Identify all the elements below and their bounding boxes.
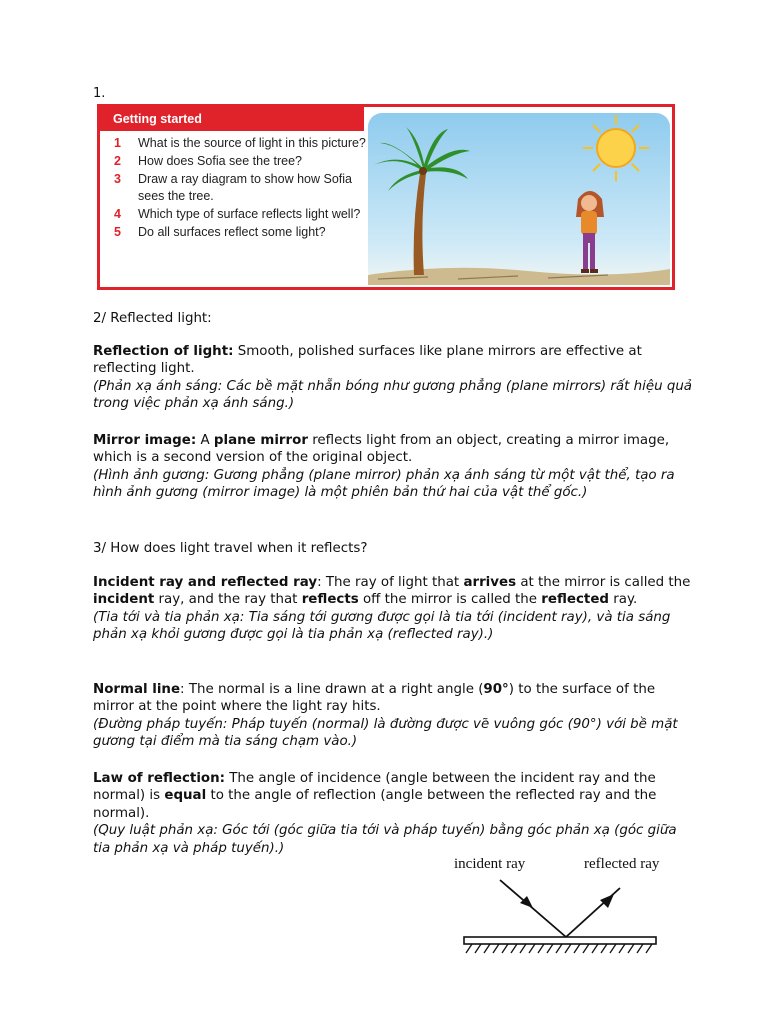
normal-text: : The normal is a line drawn at a right angle ( — [180, 682, 484, 697]
equal-term: equal — [164, 788, 207, 804]
arrives-term: arrives — [463, 575, 517, 590]
section3-heading: 3/ How does light travel when it reflects? — [93, 541, 368, 556]
mirror-image-text: reflects light from an object, creating a mirror image, which is a second version of the original object. — [93, 433, 670, 466]
law-term: Law of reflection: — [93, 771, 225, 786]
law-text: to the angle of reflection (angle between the reflected ray and the normal). — [93, 788, 657, 821]
normal-term: Normal line — [93, 682, 181, 697]
incident-ray-line — [500, 880, 566, 937]
mirror-image-term: Mirror image: — [93, 433, 197, 448]
mirror-image-vi: (Hình ảnh gương: Gương phẳng (plane mirror) phản xạ ánh sáng từ một vật thể, tạo ra hình ảnh gương (mirror image) là một phiên bản thứ hai của vật thể gốc.) — [93, 467, 675, 501]
question-item — [100, 224, 370, 241]
normal-paragraph — [93, 681, 693, 751]
question-item — [100, 206, 370, 223]
section2-heading: 2/ Reflected light: — [93, 311, 212, 326]
incident-text: at the mirror is called the — [516, 575, 691, 590]
question-number: 3 — [114, 172, 121, 186]
reflects-term: reflects — [301, 592, 359, 608]
incident-text: off the mirror is called the — [358, 592, 542, 608]
mirror-hatching — [466, 944, 652, 953]
incident-text: ray, and the ray that — [154, 592, 302, 608]
incident-word: incident — [93, 592, 155, 608]
question-text: How does Sofia see the tree? — [138, 154, 302, 168]
incident-ray-label: incident ray — [454, 856, 526, 872]
question-number: 2 — [114, 154, 121, 168]
normal-vi: (Đường pháp tuyến: Pháp tuyến (normal) là đường được vẽ vuông góc (90°) với bề mặt gương tại điểm mà tia sáng chạm vào.) — [93, 716, 678, 750]
reflected-word: reflected — [541, 592, 609, 608]
reflection-diagram — [448, 850, 678, 960]
incident-paragraph — [93, 574, 693, 644]
sofia-tree-illustration — [368, 113, 670, 285]
incident-vi: (Tia tới và tia phản xạ: Tia sáng tới gương được gọi là tia tới (incident ray), và tia sáng phản xạ khỏi gương được gọi là tia phản xạ (reflected ray).) — [93, 609, 671, 643]
question-text: Do all surfaces reflect some light? — [138, 224, 326, 239]
reflection-term: Reflection of light: — [93, 344, 234, 359]
mirror-surface — [464, 937, 656, 944]
question-item — [100, 153, 370, 170]
reflection-text: Smooth, polished surfaces like plane mirrors are effective at reflecting light. — [93, 344, 642, 377]
reflected-arrow-icon — [600, 894, 614, 908]
ray-diagram-svg — [448, 850, 678, 960]
reflection-paragraph — [93, 343, 693, 413]
getting-started-box — [97, 104, 675, 290]
item-number: 1. — [93, 86, 106, 101]
question-item — [100, 171, 370, 204]
mirror-image-text: A — [196, 433, 214, 448]
question-list — [100, 135, 370, 242]
law-paragraph — [93, 770, 693, 857]
plane-mirror-term: plane mirror — [213, 433, 308, 448]
incident-term: Incident ray and reflected ray — [93, 575, 318, 590]
incident-text: : The ray of light that — [317, 575, 464, 590]
mirror-image-paragraph — [93, 432, 693, 502]
question-number: 4 — [114, 206, 121, 221]
right-angle-value: 90° — [483, 682, 509, 697]
incident-text: ray. — [608, 592, 638, 608]
question-number: 5 — [114, 224, 121, 239]
question-number: 1 — [114, 136, 121, 150]
reflection-vi: (Phản xạ ánh sáng: Các bề mặt nhẵn bóng như gương phẳng (plane mirrors) rất hiệu quả trong việc phản xạ ánh sáng.) — [93, 378, 693, 412]
reflected-ray-label: reflected ray — [584, 856, 660, 872]
question-text: What is the source of light in this picture? — [138, 136, 366, 150]
normal-text: ) to the surface of the mirror at the point where the light ray hits. — [93, 682, 656, 715]
law-text: The angle of incidence (angle between the incident ray and the normal) is — [93, 771, 656, 804]
question-text: Draw a ray diagram to show how Sofia sees the tree. — [138, 172, 352, 203]
getting-started-header: Getting started — [100, 107, 364, 131]
law-vi: (Quy luật phản xạ: Góc tới (góc giữa tia tới và pháp tuyến) bằng góc phản xạ (góc giữa tia phản xạ và pháp tuyến).) — [93, 823, 677, 856]
question-item — [100, 135, 370, 152]
question-text: Which type of surface reflects light well? — [138, 206, 361, 221]
